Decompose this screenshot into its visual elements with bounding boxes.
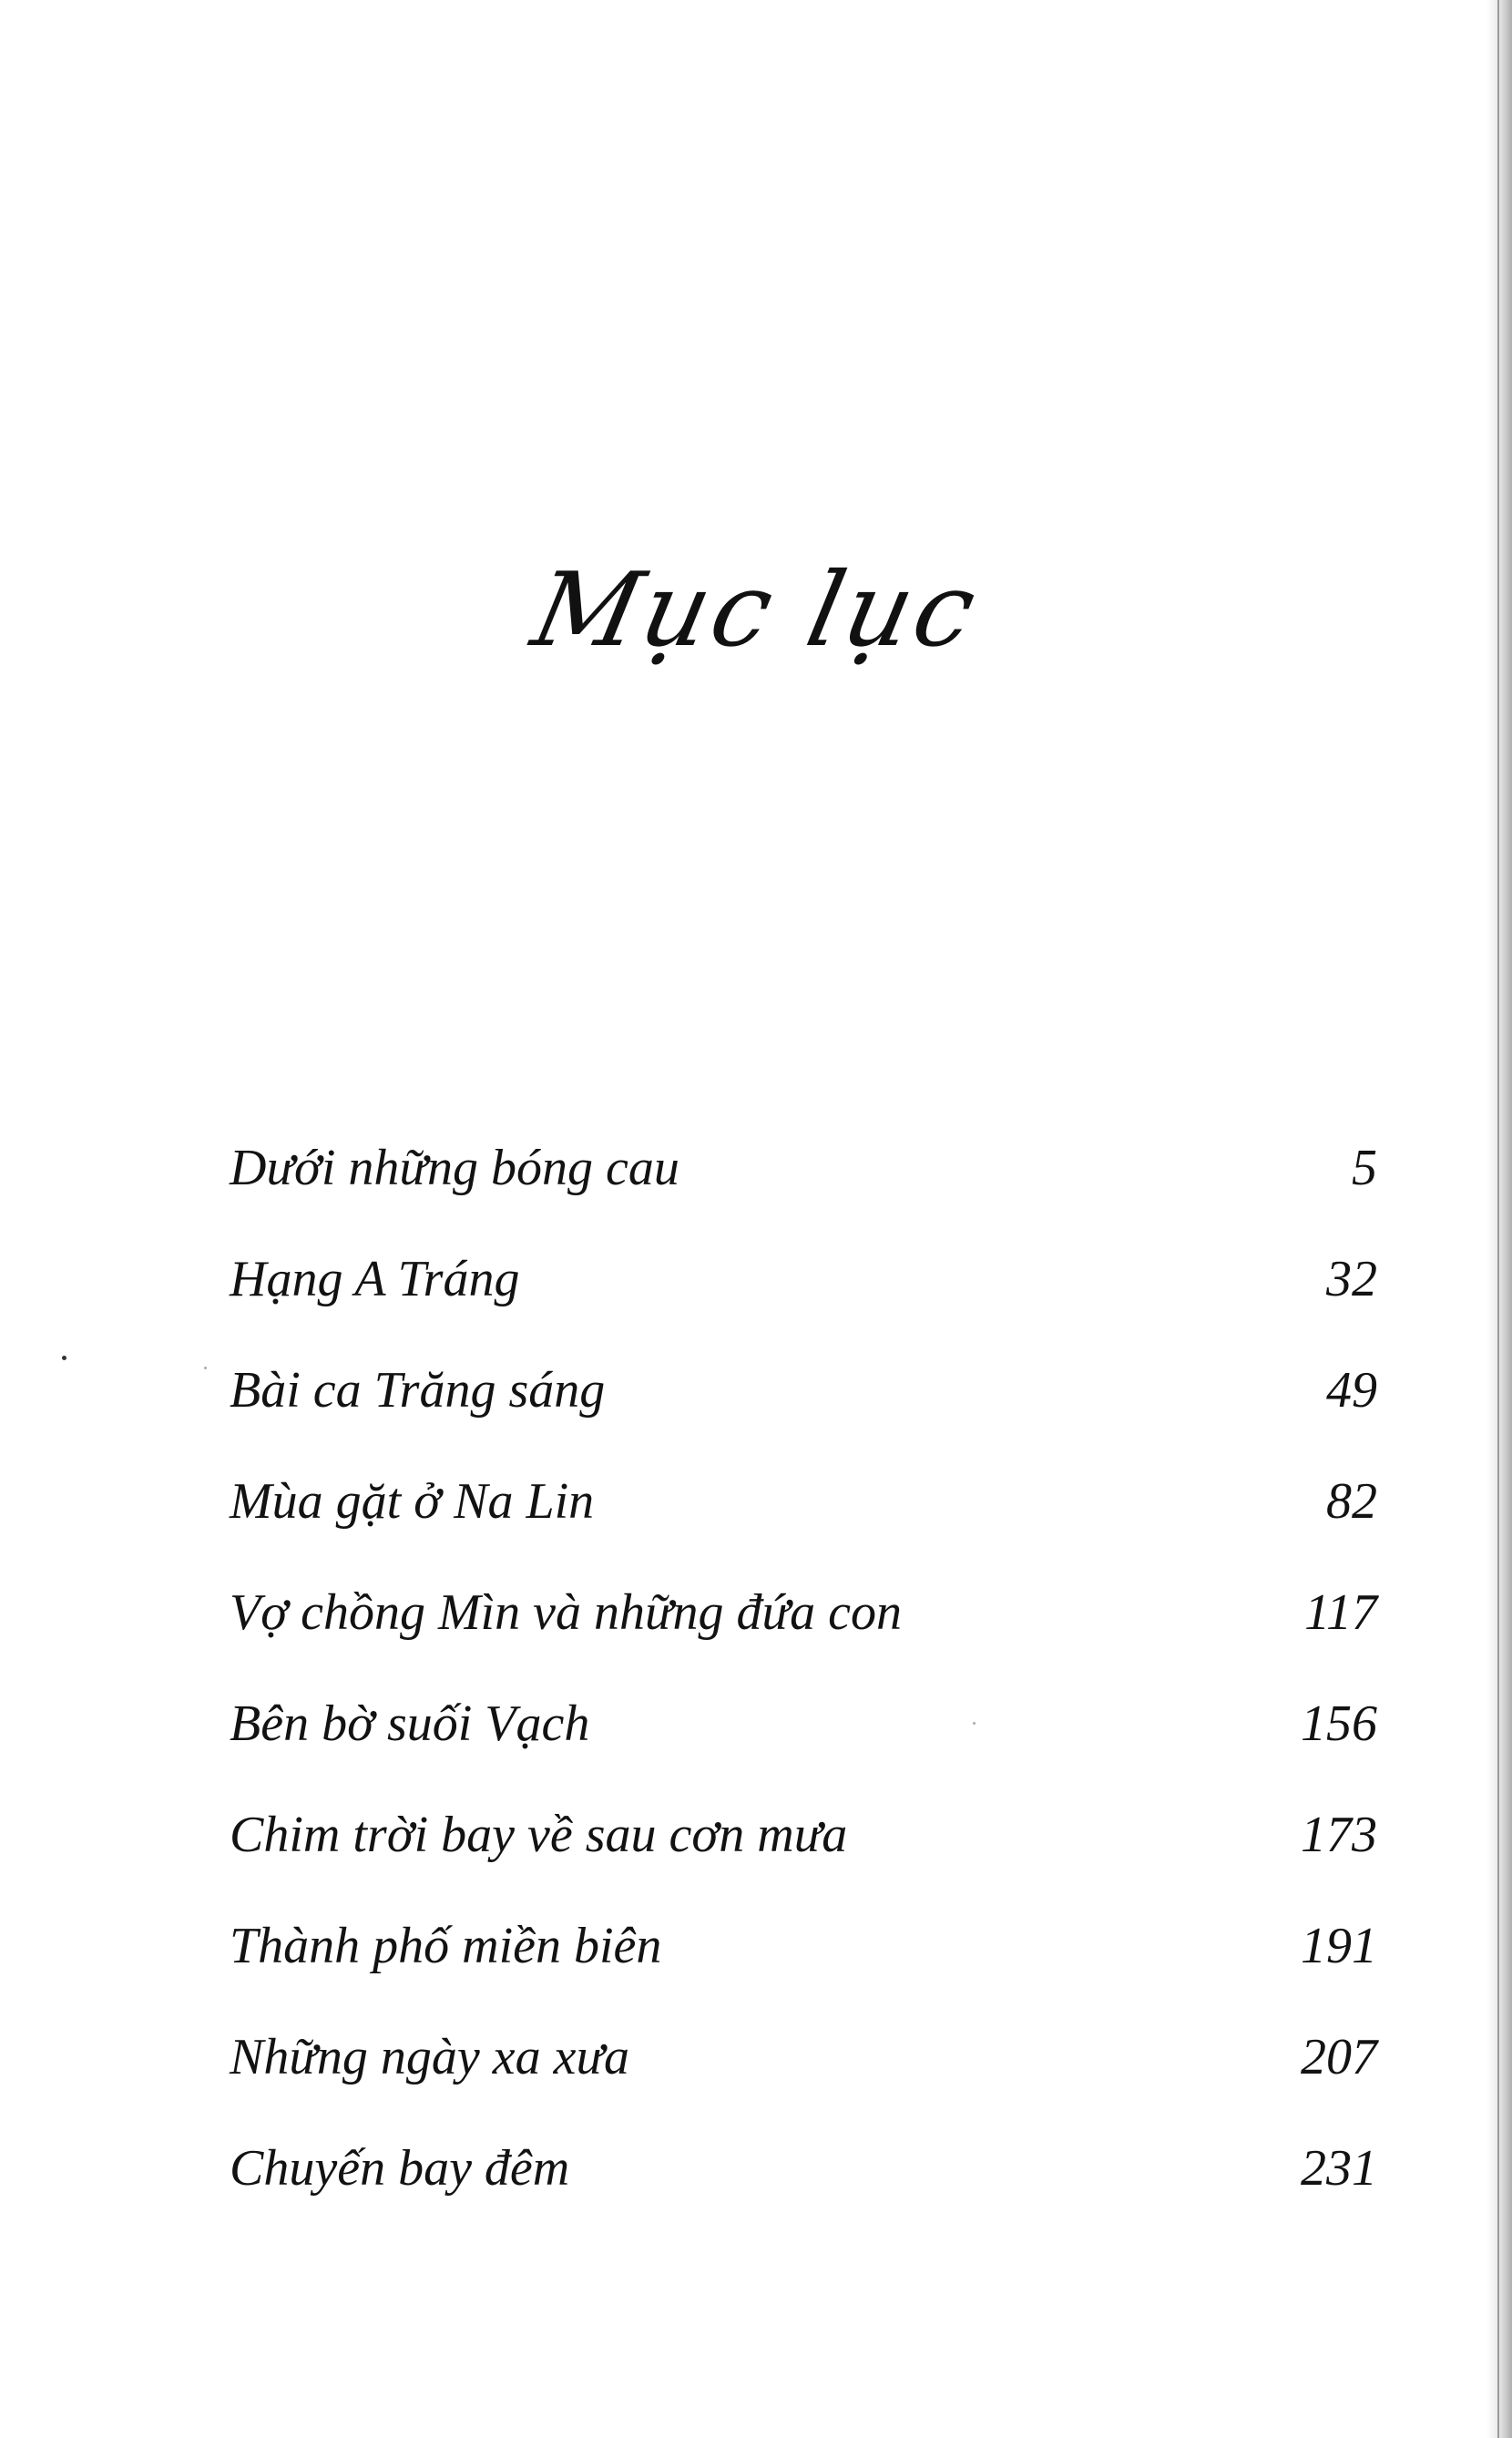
toc-entry-title: Mùa gặt ở Na Lin [230, 1473, 595, 1530]
toc-entry-title: Thành phố miền biên [230, 1918, 662, 1974]
toc-entry-page-number: 191 [1301, 1918, 1377, 1974]
toc-entry [230, 1139, 1377, 1250]
toc-entry [230, 1472, 1377, 1583]
toc-entry-title: Bài ca Trăng sáng [230, 1362, 606, 1419]
scan-speck [204, 1367, 207, 1369]
toc-entry [230, 1917, 1377, 2028]
toc-entry-page-number: 49 [1326, 1362, 1377, 1419]
toc-entry-page-number: 156 [1301, 1695, 1377, 1752]
page-edge-line [1497, 0, 1499, 2438]
toc-entry-title: Dưới những bóng cau [230, 1140, 679, 1196]
toc-entry-page-number: 5 [1352, 1140, 1377, 1196]
toc-entry [230, 1250, 1377, 1361]
toc-entry-page-number: 82 [1326, 1473, 1377, 1530]
toc-entry-page-number: 207 [1301, 2029, 1377, 2085]
toc-entry-title: Những ngày xa xưa [230, 2029, 630, 2085]
page-title: Mục lục [523, 551, 989, 671]
toc-entry-title: Vợ chồng Mìn và những đứa con [230, 1584, 902, 1641]
toc-entry-page-number: 173 [1301, 1807, 1377, 1863]
scan-speck [973, 1722, 976, 1725]
toc-entry [230, 2139, 1377, 2250]
table-of-contents [230, 1139, 1377, 2250]
toc-entry-title: Hạng A Tráng [230, 1251, 520, 1307]
toc-entry-title: Bên bờ suối Vạch [230, 1695, 590, 1752]
toc-entry-title: Chim trời bay về sau cơn mưa [230, 1807, 848, 1863]
toc-entry [230, 1695, 1377, 1806]
toc-entry [230, 1806, 1377, 1917]
scan-speck [62, 1356, 66, 1360]
toc-entry-page-number: 117 [1304, 1584, 1377, 1641]
toc-entry [230, 2028, 1377, 2139]
toc-entry [230, 1361, 1377, 1472]
page-edge-shadow [1486, 0, 1512, 2438]
toc-entry-title: Chuyến bay đêm [230, 2140, 570, 2197]
toc-entry-page-number: 32 [1326, 1251, 1377, 1307]
toc-entry [230, 1583, 1377, 1695]
toc-entry-page-number: 231 [1301, 2140, 1377, 2197]
